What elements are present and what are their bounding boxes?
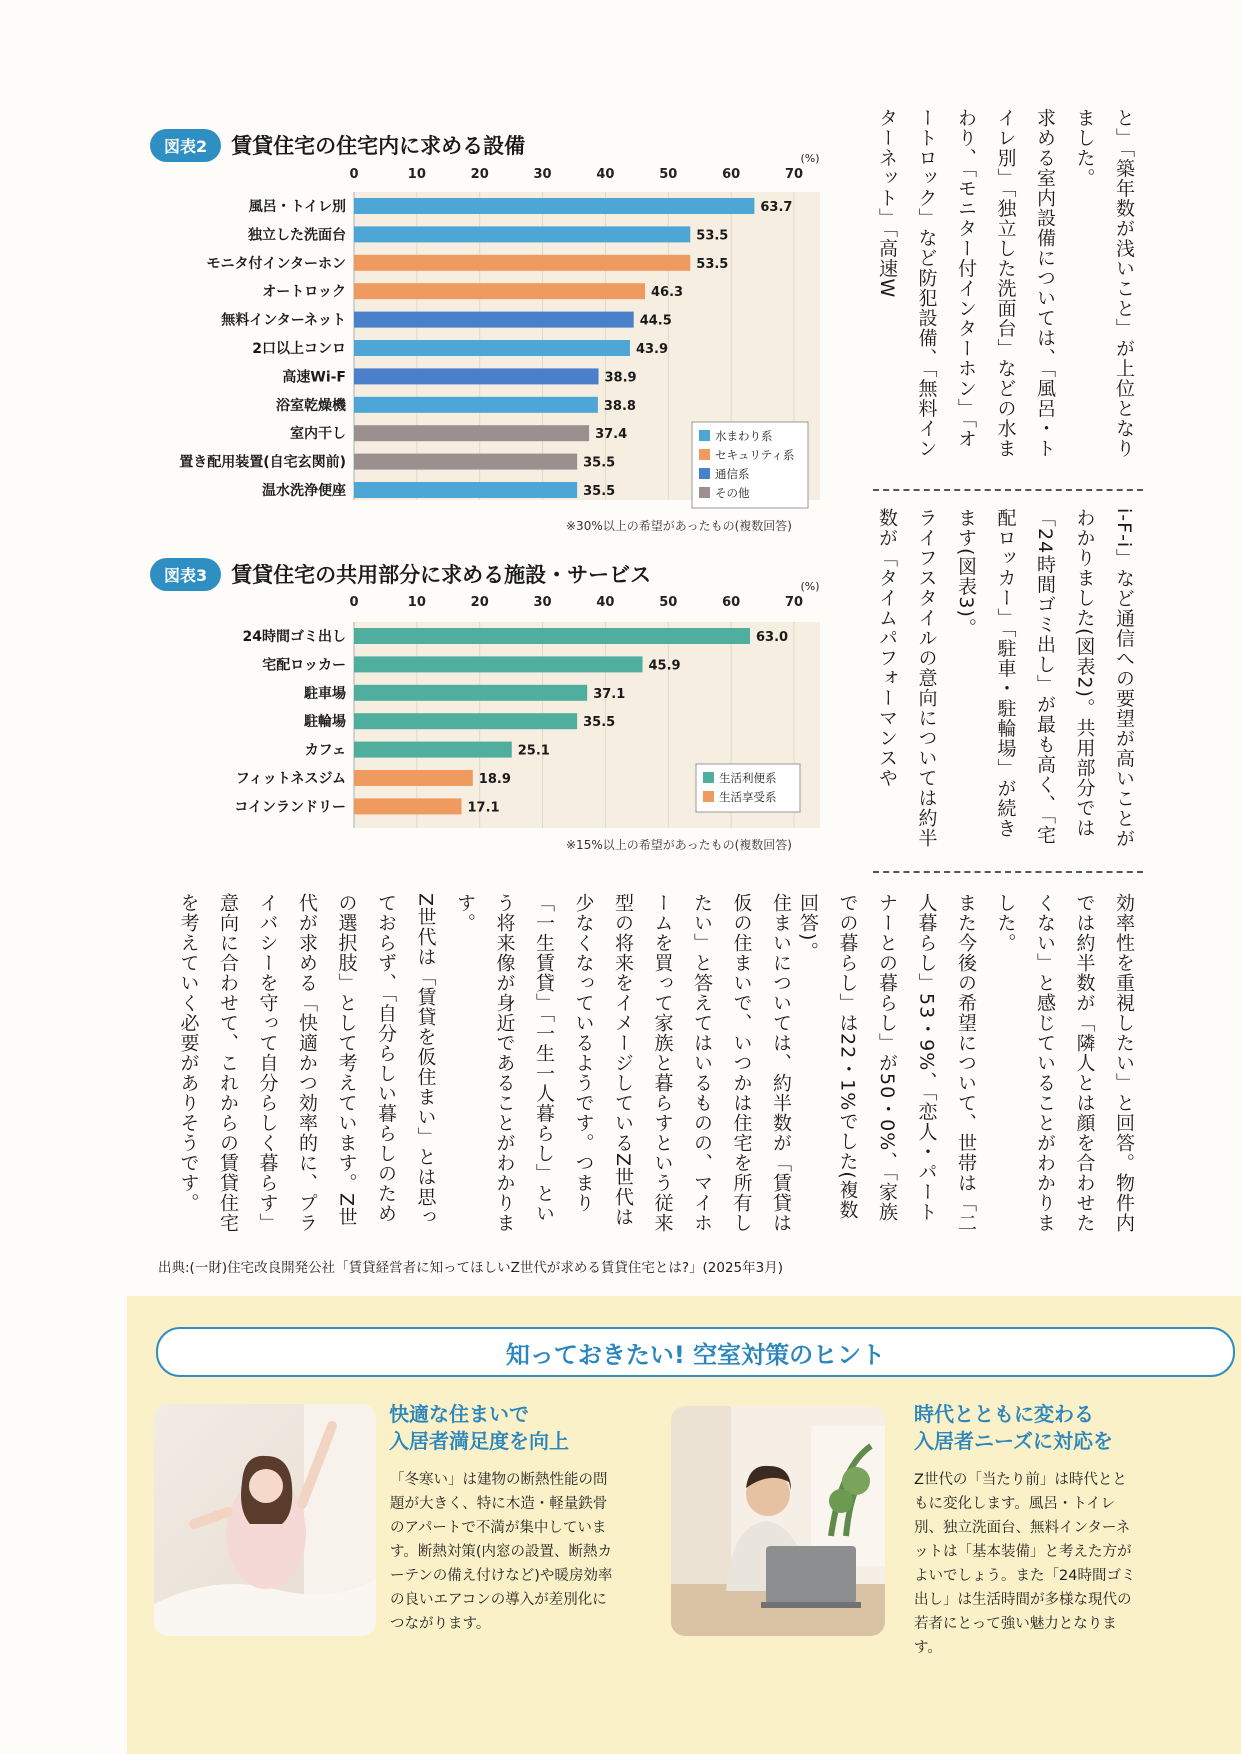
legend-swatch [703, 791, 714, 802]
legend-swatch [699, 468, 710, 479]
bar [354, 454, 577, 470]
bar [354, 397, 598, 413]
category-label: 無料インターネット [221, 312, 346, 329]
data-label: 46.3 [651, 285, 684, 301]
figure2 [150, 128, 820, 500]
legend-label: 生活享受系 [719, 790, 777, 804]
unit-label: (%) [800, 152, 820, 165]
data-label: 53.5 [696, 228, 729, 244]
category-label: 室内干し [290, 426, 346, 443]
data-label: 35.5 [583, 715, 616, 731]
legend-swatch [703, 772, 714, 783]
bar [354, 685, 587, 701]
x-tick-label: 10 [407, 167, 426, 182]
category-label: オートロック [262, 284, 346, 301]
data-label: 35.5 [583, 484, 616, 499]
article-column-2: i-F-i」など通信への要望が高いことがわかりました(図表2)。共用部分では「24時間ゴミ出し」が最も高く、「宅配ロッカー」「駐車・駐輪場」が続きます(図表3)。 ライフスタイルの意向については約半数が「タイムパフォーマンスや [876, 508, 1135, 849]
category-label: 独立した洗面台 [248, 227, 346, 244]
x-tick-label: 50 [659, 595, 678, 610]
category-label: 浴室乾燥機 [276, 397, 346, 414]
category-label: 温水洗浄便座 [262, 483, 346, 499]
legend-label: 水まわり系 [715, 429, 773, 443]
x-tick-label: 20 [470, 167, 489, 182]
data-label: 63.7 [760, 200, 793, 215]
category-label: 高速Wi-F [282, 369, 346, 386]
data-label: 37.1 [593, 686, 626, 702]
legend-label: セキュリティ系 [715, 448, 795, 462]
unit-label: (%) [800, 580, 820, 593]
figure2-title: 賃貸住宅の住宅内に求める設備 [231, 134, 526, 158]
legend-label: 通信系 [715, 467, 750, 481]
x-tick-label: 60 [722, 167, 741, 182]
tip-left-heading-line2: 入居者満足度を向上 [389, 1429, 569, 1453]
bar [354, 283, 645, 299]
data-label: 43.9 [635, 342, 669, 357]
tip-left-body: 「冬寒い」は建物の断熱性能の問題が大きく、特に木造・軽量鉄骨のアパートで不満が集中しています。断熱対策(内窓の設置、断熱カーテンの備え付けなど)や暖房効率の良いエアコンの導入が差別化につながります。 [390, 1472, 613, 1632]
bar [354, 742, 512, 758]
legend-label: 生活利便系 [719, 771, 777, 785]
category-label: 24時間ゴミ出し [242, 629, 346, 645]
data-label: 25.1 [517, 743, 550, 759]
bar [354, 656, 643, 672]
legend-label: その他 [715, 486, 750, 500]
data-label: 18.9 [478, 772, 511, 787]
category-label: 駐車場 [304, 685, 346, 702]
x-tick-label: 30 [533, 167, 552, 182]
tip-right-heading-line1: 時代とともに変わる [914, 1402, 1094, 1426]
category-label: フィットネスジム [235, 771, 346, 787]
x-tick-label: 70 [784, 595, 804, 610]
data-label: 37.4 [595, 427, 628, 443]
figure3-title: 賃貸住宅の共用部分に求める施設・サービス [231, 563, 652, 587]
article-column-3: 効率性を重視したい」と回答。物件内では約半数が「隣人とは顔を合わせたくない」と感じていることがわかりました。 また今後の希望について、世帯は「二人暮らし」53・9%、「恋人・パートナーとの暮らし」が50・0%、「家族での暮らし」は22・1%でした(複数回答)。 [797, 893, 1135, 1233]
bar [354, 255, 690, 271]
bar [354, 482, 577, 498]
category-label: コインランドリー [234, 799, 346, 816]
bar [354, 628, 750, 644]
legend-swatch [699, 430, 710, 441]
x-tick-label: 30 [533, 595, 552, 610]
legend-swatch [699, 487, 710, 498]
data-label: 53.5 [696, 256, 729, 272]
figure3-chart [150, 572, 820, 872]
x-tick-label: 20 [470, 595, 489, 610]
legend-swatch [699, 449, 710, 460]
data-label: 35.5 [583, 455, 616, 471]
figure3-badge: 図表3 [150, 558, 221, 591]
data-label: 44.5 [639, 313, 672, 329]
category-label: 風呂・トイレ別 [248, 199, 346, 215]
bar [354, 312, 634, 328]
tip-left-heading-line1: 快適な住まいで [389, 1402, 529, 1426]
x-tick-label: 50 [659, 167, 678, 182]
data-label: 63.0 [756, 630, 789, 645]
bar [354, 713, 577, 729]
x-tick-label: 40 [596, 167, 615, 182]
article-column-4: 住まいについては、約半数が「賃貸は仮の住まいで、いつかは住宅を所有したい」と答えてはいるものの、マイホームを買って家族と暮らすという従来型の将来をイメージしているZ世代は少なくなっているようです。つまり「一生賃貸」「一生一人暮らし」という将来像が身近であることがわかります。 Z世代は「賃貸を仮住まい」とは思っておらず、「自分らしい暮らしのための選択肢」として考えています。Z世代が求める「快適かつ効率的に、プライバシーを守って自分らしく暮らす」意向に合わせて、これからの賃貸住宅を考えていく必要がありそうです。 [177, 893, 792, 1233]
tip-right-heading [914, 1401, 1113, 1455]
source-citation: 出典:(一財)住宅改良開発公社「賃貸経営者に知ってほしいZ世代が求める賃貸住宅とは?」(2025年3月) [158, 1260, 783, 1276]
category-label: 2口以上コンロ [252, 341, 346, 357]
bar [354, 770, 473, 786]
bar [354, 798, 461, 814]
bar [354, 340, 630, 356]
figure2-badge: 図表2 [150, 129, 221, 162]
category-label: 駐輪場 [304, 714, 346, 731]
photo-man-laptop [671, 1406, 885, 1636]
category-label: 宅配ロッカー [262, 657, 346, 674]
x-tick-label: 0 [349, 595, 359, 610]
tip-right-heading-line2: 入居者ニーズに対応を [914, 1429, 1113, 1453]
column-divider-1 [873, 489, 1143, 491]
data-label: 45.9 [648, 658, 681, 674]
category-label: モニタ付インターホン [206, 255, 346, 272]
figure2-chart [150, 142, 820, 522]
data-label: 17.1 [467, 800, 500, 816]
figure3 [150, 557, 820, 816]
figure2-note: ※30%以上の希望があったもの(複数回答) [566, 519, 792, 533]
bar [354, 198, 754, 214]
article-column-1: と」「築年数が浅いこと」が上位となりました。 求める室内設備については、「風呂・トイレ別」「独立した洗面台」などの水まわり、「モニター付インターホン」「オートロック」など防犯設備、「無料インターネット」「高速W [876, 108, 1135, 459]
tip-left-heading [389, 1401, 569, 1455]
bar [354, 425, 589, 441]
category-label: 置き配用装置(自宅玄関前) [179, 454, 346, 471]
x-tick-label: 60 [722, 595, 741, 610]
x-tick-label: 70 [784, 167, 804, 182]
bar [354, 368, 599, 384]
x-tick-label: 40 [596, 595, 615, 610]
bar [354, 226, 690, 242]
data-label: 38.8 [603, 398, 636, 414]
x-tick-label: 10 [407, 595, 426, 610]
column-divider-2 [873, 871, 1143, 873]
tips-title: 知っておきたい! 空室対策のヒント [156, 1327, 1235, 1377]
category-label: カフェ [304, 742, 346, 759]
photo-woman-waking [154, 1404, 376, 1636]
figure3-note: ※15%以上の希望があったもの(複数回答) [566, 838, 792, 852]
data-label: 38.9 [604, 370, 637, 386]
tips-panel [127, 1296, 1241, 1754]
x-tick-label: 0 [349, 167, 359, 182]
tip-right-body: Z世代の「当たり前」は時代とともに変化します。風呂・トイレ別、独立洗面台、無料インターネットは「基本装備」と考えた方がよいでしょう。また「24時間ゴミ出し」は生活時間が多様な現代の若者にとって強い魅力となります。 [914, 1472, 1136, 1656]
